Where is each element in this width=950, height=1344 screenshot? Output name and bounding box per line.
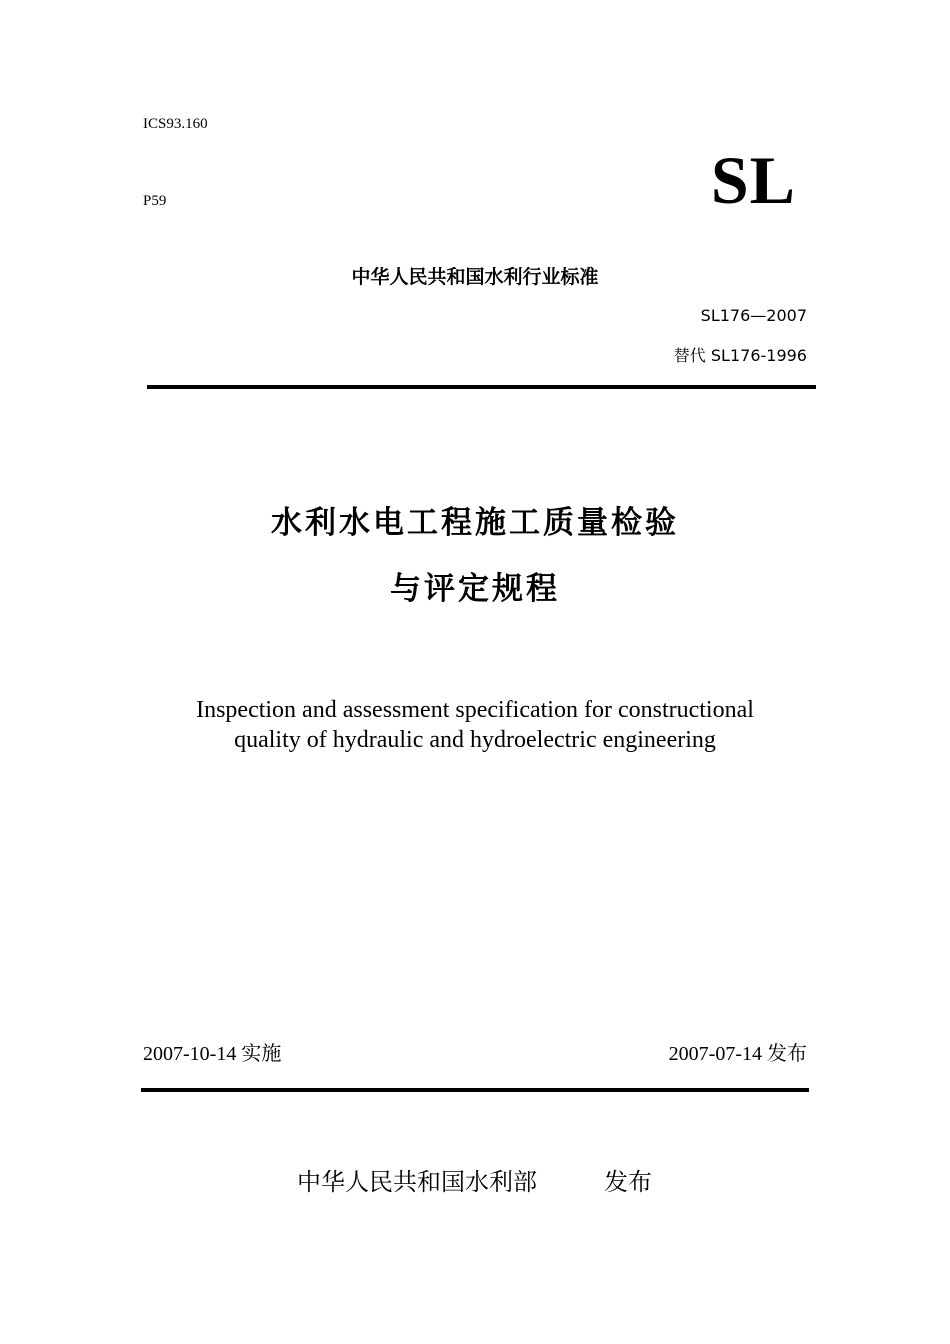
- issue-action: 发布: [604, 1168, 652, 1196]
- replaced-standard: 替代 SL176-1996: [673, 346, 807, 365]
- english-title-line-2: quality of hydraulic and hydroelectric engineering: [234, 727, 716, 753]
- top-divider: [147, 385, 816, 389]
- issuing-authority: 中华人民共和国水利部: [297, 1168, 537, 1196]
- english-title-line-1: Inspection and assessment specification for constructional: [196, 697, 754, 723]
- bottom-divider: [141, 1088, 809, 1092]
- implementation-date: 2007-10-14 实施: [143, 1043, 282, 1065]
- classification-code: P59: [143, 193, 167, 209]
- ics-code: ICS93.160: [143, 116, 208, 132]
- standard-mark: SL: [710, 142, 796, 218]
- title-line-2: 与评定规程: [390, 571, 560, 607]
- publication-date: 2007-07-14 发布: [668, 1043, 807, 1065]
- standard-number: SL176—2007: [700, 306, 807, 325]
- standard-category: 中华人民共和国水利行业标准: [351, 266, 599, 288]
- title-line-1: 水利水电工程施工质量检验: [271, 505, 679, 541]
